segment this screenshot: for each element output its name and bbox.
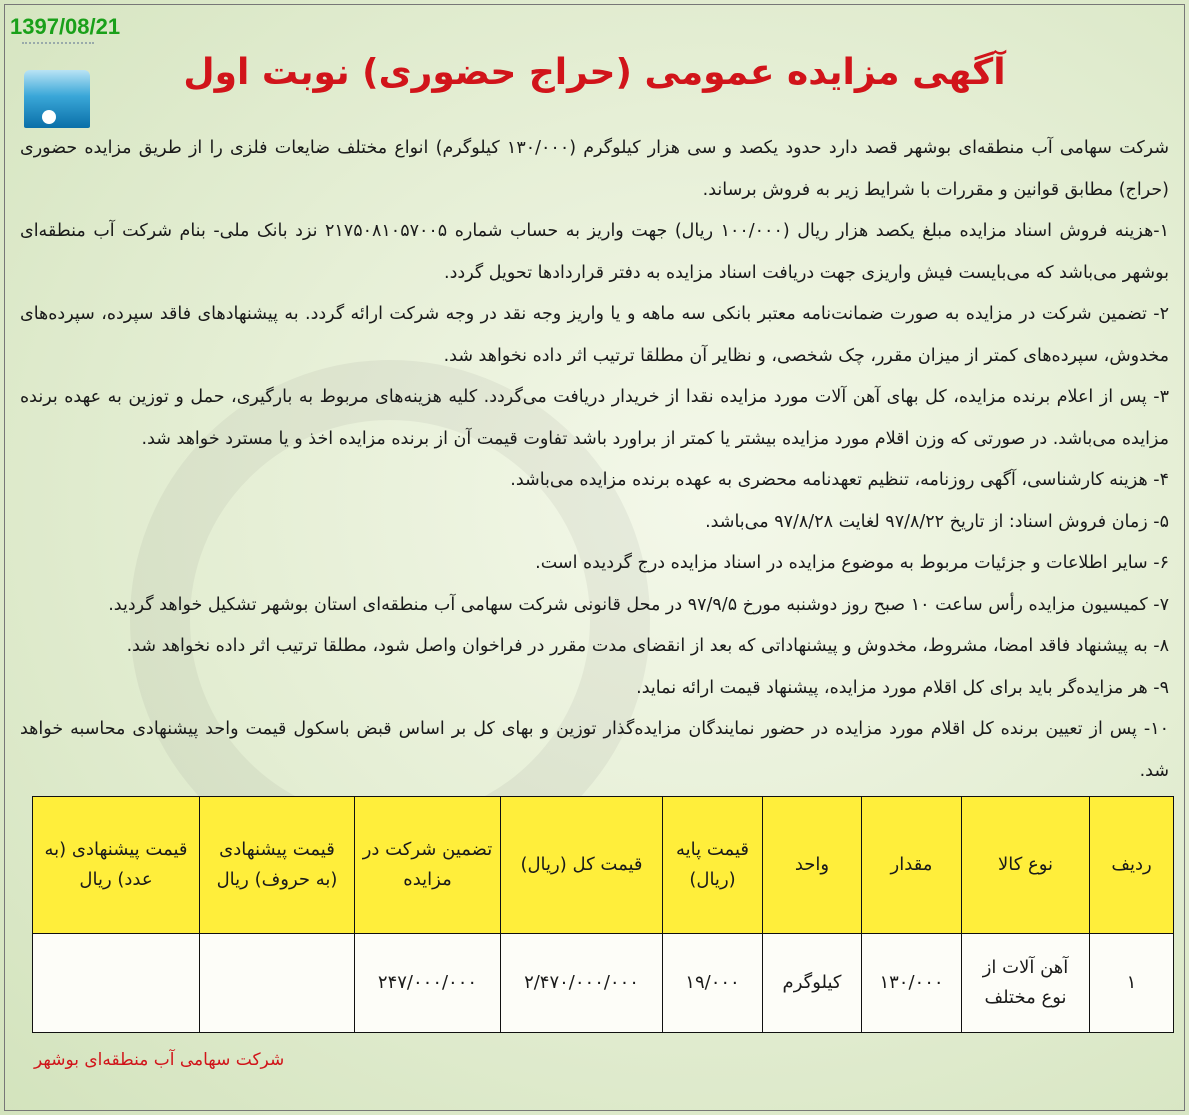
col-header-total-price: قیمت کل (ریال): [501, 797, 663, 934]
col-header-row-number: ردیف: [1090, 797, 1174, 934]
table-header-row: [33, 797, 1174, 934]
cell-quantity: ۱۳۰/۰۰۰: [862, 934, 962, 1033]
footer-company-name: شرکت سهامی آب منطقه‌ای بوشهر: [34, 1050, 285, 1070]
condition-item: ۴- هزینه کارشناسی، آگهی روزنامه، تنظیم تعهدنامه محضری به عهده برنده مزایده می‌باشد.: [510, 470, 1169, 490]
cell-row-number: ۱: [1090, 934, 1174, 1033]
condition-item: ۷- کمیسیون مزایده رأس ساعت ۱۰ صبح روز دوشنبه مورخ ۹۷/۹/۵ در محل قانونی شرکت سهامی آب منطقه‌ای استان بوشهر تشکیل خواهد گردید.: [108, 594, 1169, 615]
notice-title: آگهی مزایده عمومی (حراج حضوری) نوبت اول: [183, 52, 1006, 93]
cell-deposit: ۲۴۷/۰۰۰/۰۰۰: [355, 934, 501, 1033]
cell-total-price: ۲/۴۷۰/۰۰۰/۰۰۰: [501, 934, 663, 1033]
notice-body: [20, 128, 1169, 792]
col-header-base-price: قیمت پایه (ریال): [663, 797, 763, 934]
intro-paragraph: شرکت سهامی آب منطقه‌ای بوشهر قصد دارد حدود یکصد و سی هزار کیلوگرم (۱۳۰/۰۰۰ کیلوگرم) انواع مختلف ضایعات فلزی را از طریق مزایده حضوری (حراج) مطابق قوانین و مقررات با شرایط زیر به فروش برساند.: [20, 138, 1169, 200]
condition-item: ۵- زمان فروش اسناد: از تاریخ ۹۷/۸/۲۲ لغایت ۹۷/۸/۲۸ می‌باشد.: [705, 511, 1169, 532]
condition-item: ۱۰- پس از تعیین برنده کل اقلام مورد مزایده در حضور نمایندگان مزایده‌گذار توزین و بهای کل بر اساس قبض باسکول قیمت واحد پیشنهادی محاسبه خواهد شد.: [20, 719, 1169, 781]
col-header-item-type: نوع کالا: [962, 797, 1090, 934]
publication-date: 1397/08/21: [10, 14, 121, 39]
col-header-unit: واحد: [763, 797, 862, 934]
cell-item-type: آهن آلات از نوع مختلف: [962, 934, 1090, 1033]
condition-item: ۲- تضمین شرکت در مزایده به صورت ضمانت‌نامه معتبر بانکی سه ماهه و یا واریز وجه نقد در وجه شرکت ارائه گردد. به پیشنهادهای فاقد سپرده، سپرده‌های مخدوش، سپرده‌های کمتر از میزان مقرر، چک شخصی، و نظایر آن مطلقا ترتیب اثر داده نخواهد شد.: [20, 304, 1169, 366]
cell-unit: کیلوگرم: [763, 934, 862, 1033]
condition-item: ۱-هزینه فروش اسناد مزایده مبلغ یکصد هزار ریال (۱۰۰/۰۰۰ ریال) جهت واریز به حساب شماره ۲۱۷۵۰۸۱۰۵۷۰۰۵ نزد بانک ملی- بنام شرکت آب منطقه‌ای بوشهر می‌باشد که می‌بایست فیش واریزی جهت دریافت اسناد مزایده به دفتر قراردادها تحویل گردد.: [20, 221, 1170, 283]
col-header-quantity: مقدار: [862, 797, 962, 934]
cell-offer-digits: [33, 934, 200, 1033]
condition-item: ۸- به پیشنهاد فاقد امضا، مشروط، مخدوش و پیشنهاداتی که بعد از انقضای مدت مقرر در فراخوان واصل شود، مطلقا ترتیب اثر داده نخواهد شد.: [126, 636, 1169, 656]
cell-base-price: ۱۹/۰۰۰: [663, 934, 763, 1033]
col-header-deposit: تضمین شرکت در مزایده: [355, 797, 501, 934]
condition-item: ۹- هر مزایده‌گر باید برای کل اقلام مورد مزایده، پیشنهاد قیمت ارائه نماید.: [636, 677, 1169, 698]
cell-offer-words: [200, 934, 355, 1033]
table-row: [33, 934, 1174, 1033]
condition-item: ۶- سایر اطلاعات و جزئیات مربوط به موضوع مزایده در اسناد مزایده درج گردیده است.: [535, 553, 1169, 573]
col-header-offer-words: قیمت پیشنهادی (به حروف) ریال: [200, 797, 355, 934]
logo-dot-icon: [42, 110, 56, 124]
auction-items-table: [32, 796, 1174, 1033]
col-header-offer-digits: قیمت پیشنهادی (به عدد) ریال: [33, 797, 200, 934]
condition-item: ۳- پس از اعلام برنده مزایده، کل بهای آهن آلات مورد مزایده نقدا از خریدار دریافت می‌گردد. کلیه هزینه‌های مربوط به بارگیری، حمل و توزین به عهده برنده مزایده می‌باشد. در صورتی که وزن اقلام مورد مزایده بیشتر یا کمتر از براورد باشد تفاوت قیمت آن از برنده مزایده اخذ و یا مسترد خواهد شد.: [20, 387, 1169, 449]
